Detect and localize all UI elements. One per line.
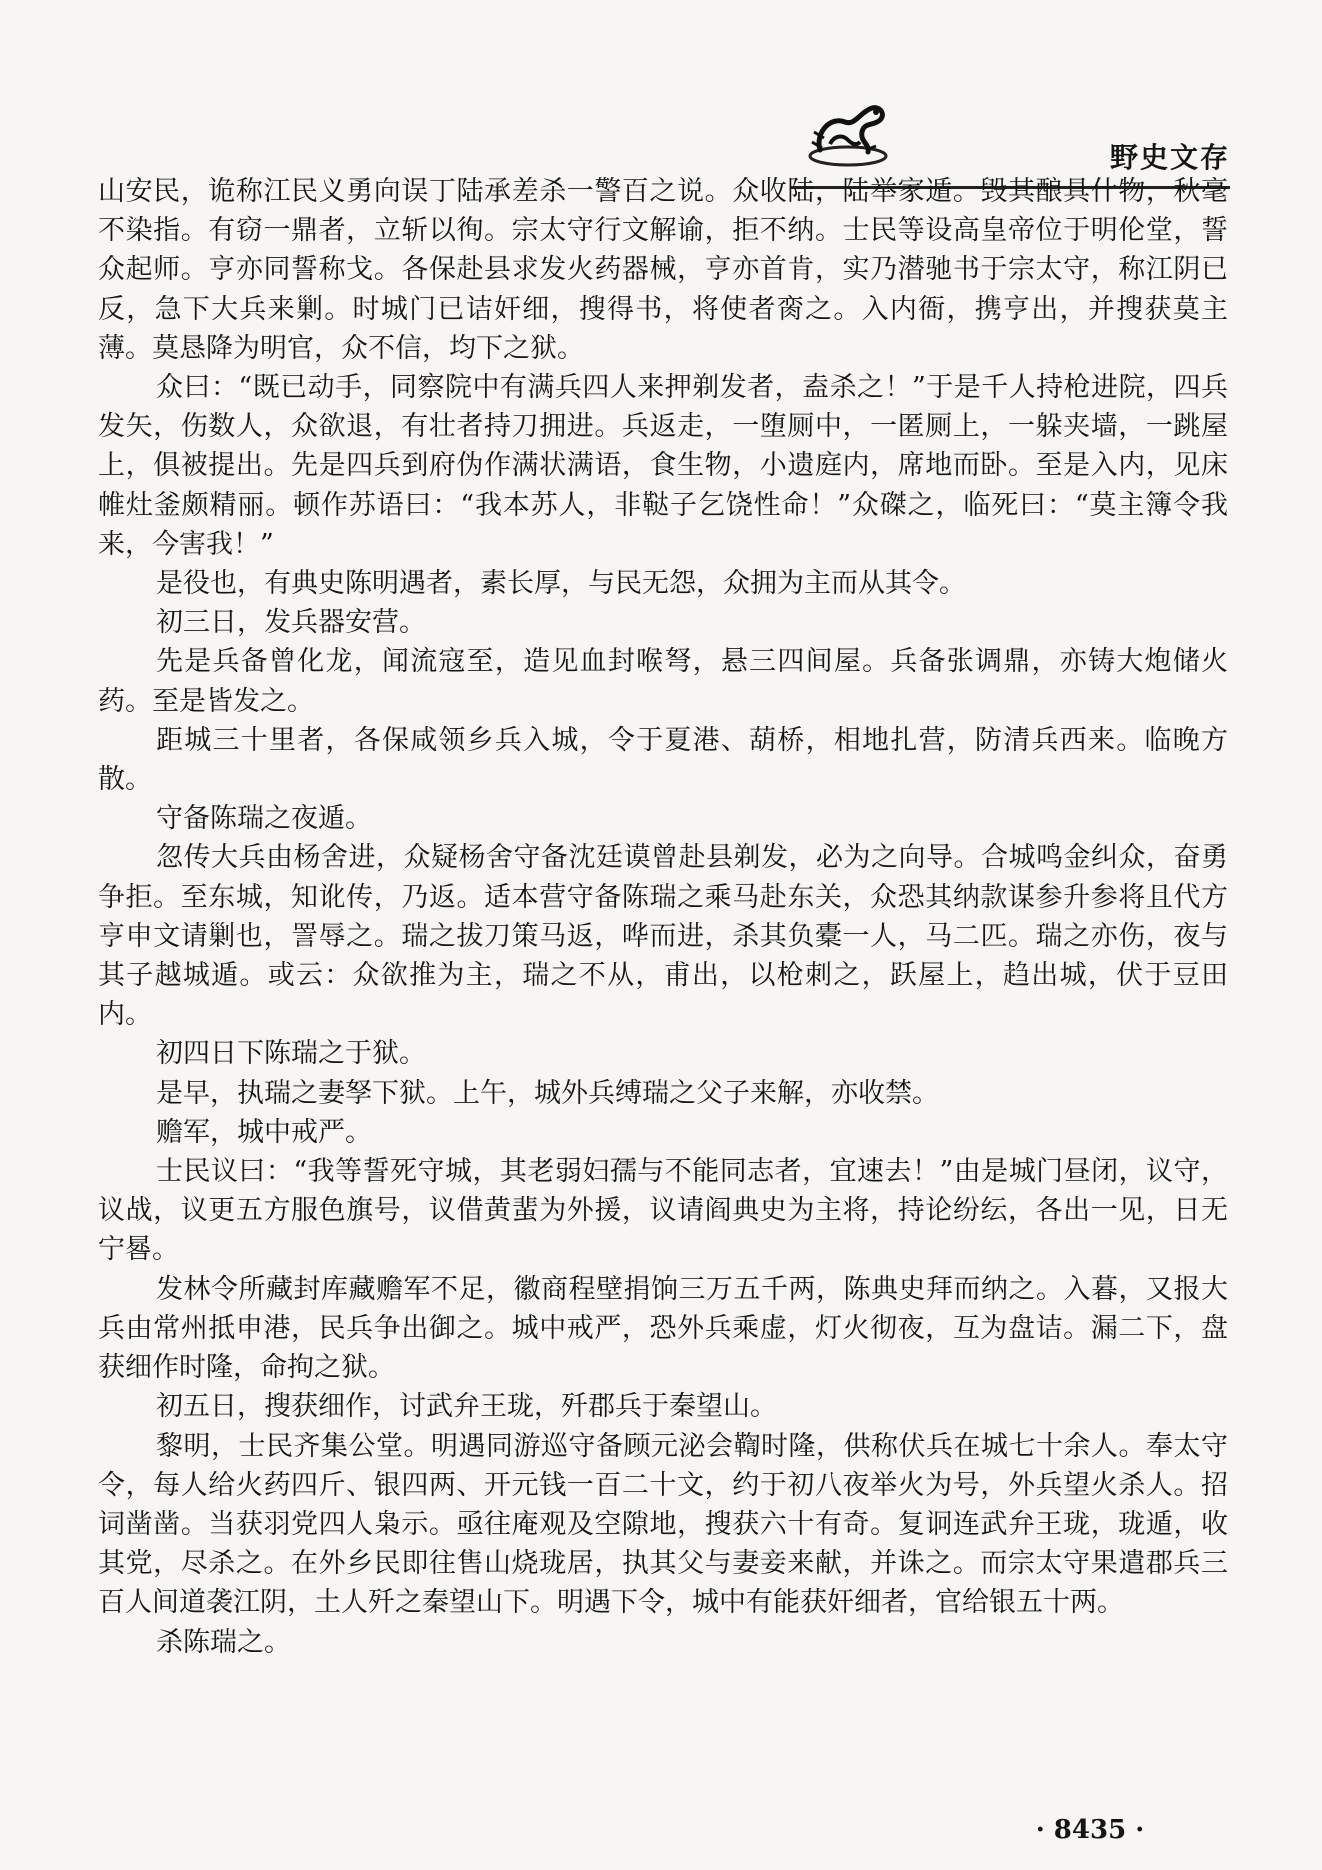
paragraph: 士民议曰：“我等誓死守城，其老弱妇孺与不能同志者，宜速去！”由是城门昼闭，议守，议战，议更五方服色旗号，议借黄蜚为外援，议请阎典史为主将，持论纷纭，各出一见，日无宁晷。 [98, 1156, 1228, 1266]
paragraph: 是早，执瑞之妻孥下狱。上午，城外兵缚瑞之父子来解，亦收禁。 [156, 1077, 939, 1109]
main-text [98, 172, 1228, 1812]
paragraph: 初四日下陈瑞之于狱。 [156, 1038, 426, 1070]
dragon-emblem-icon [800, 98, 895, 178]
page-number: · 8435 · [1035, 1815, 1145, 1845]
paragraph: 赡军，城中戒严。 [156, 1116, 372, 1148]
paragraph: 初五日，搜获细作，讨武弁王珑，歼郡兵于秦望山。 [156, 1391, 777, 1423]
paragraph: 黎明，士民齐集公堂。明遇同游巡守备顾元泌会鞫时隆，供称伏兵在城七十余人。奉太守令，每人给火药四斤、银四两、开元钱一百二十文，约于初八夜举火为号，外兵望火杀人。招词凿凿。当获羽党四人枭示。亟往庵观及空隙地，搜获六十有奇。复诇连武弁王珑，珑遁，收其党，尽杀之。在外乡民即往售山烧珑居，执其父与妻妾来献，并诛之。而宗太守果遣郡兵三百人间道袭江阴，土人歼之秦望山下。明遇下令，城中有能获奸细者，官给银五十两。 [98, 1430, 1228, 1619]
paragraph: 忽传大兵由杨舍进，众疑杨舍守备沈廷谟曾赴县剃发，必为之向导。合城鸣金纠众，奋勇争拒。至东城，知讹传，乃返。适本营守备陈瑞之乘马赴东关，众恐其纳款谋参升参将且代方亨申文请剿也，詈辱之。瑞之拔刀策马返，哗而进，杀其负橐一人，马二匹。瑞之亦伤，夜与其子越城遁。或云：众欲推为主，瑞之不从，甫出，以枪刺之，跃屋上，趋出城，伏于豆田内。 [98, 842, 1228, 1031]
paragraph: 发林令所藏封库藏赡军不足，徽商程壁捐饷三万五千两，陈典史拜而纳之。入暮，又报大兵由常州抵申港，民兵争出御之。城中戒严，恐外兵乘虚，灯火彻夜，互为盘诘。漏二下，盘获细作时隆，命拘之狱。 [98, 1273, 1228, 1384]
paragraph: 众曰：“既已动手，同察院中有满兵四人来押剃发者，盍杀之！”于是千人持枪进院，四兵发矢，伤数人，众欲退，有壮者持刀拥进。兵返走，一堕厕中，一匿厕上，一躲夹墙，一跳屋上，俱被提出。先是四兵到府伪作满状满语，食生物，小遗庭内，席地而卧。至是入内，见床帷灶釜颇精丽。顿作苏语曰：“我本苏人，非鞑子乞饶性命！”众磔之，临死曰：“莫主簿令我来，今害我！” [98, 372, 1228, 560]
paragraph: 山安民，诡称江民义勇向误丁陆承差杀一警百之说。众收陆，陆举家遁。毁其酿具什物，秋毫不染指。有窃一鼎者，立斩以徇。宗太守行文解谕，拒不纳。士民等设高皇帝位于明伦堂，誓众起师。亨亦同誓称戈。各保赴县求发火药器械，亨亦首肯，实乃潜驰书于宗太守，称江阴已反，急下大兵来剿。时城门已诘奸细，搜得书，将使者脔之。入内衙，携亨出，并搜获莫主薄。莫恳降为明官，众不信，均下之狱。 [98, 176, 1228, 364]
paragraph: 是役也，有典史陈明遇者，素长厚，与民无怨，众拥为主而从其令。 [156, 568, 966, 600]
paragraph: 先是兵备曾化龙，闻流寇至，造见血封喉弩，悬三四间屋。兵备张调鼎，亦铸大炮储火药。至是皆发之。 [98, 646, 1228, 717]
paragraph: 守备陈瑞之夜遁。 [156, 803, 372, 835]
paragraph: 杀陈瑞之。 [156, 1626, 291, 1658]
paragraph: 距城三十里者，各保咸领乡兵入城，令于夏港、葫桥，相地扎营，防清兵西来。临晚方散。 [98, 724, 1228, 796]
series-title: 野史文存 [1109, 141, 1230, 174]
paragraph: 初三日，发兵器安营。 [156, 607, 426, 639]
